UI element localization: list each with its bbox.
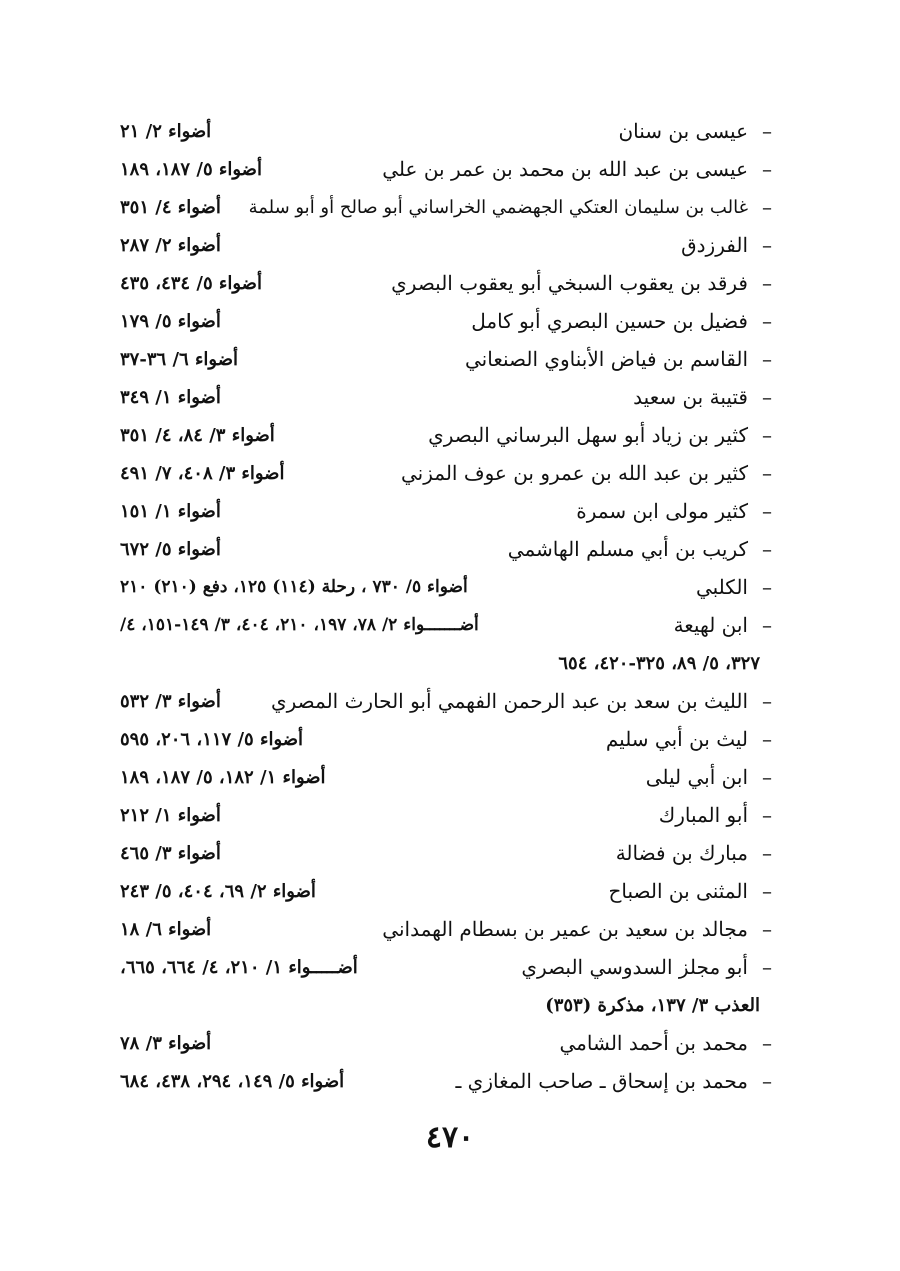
index-entry xyxy=(120,416,780,454)
entry-reference: أضواء ٢/ ٢٨٧ xyxy=(120,234,221,256)
entry-dash: – xyxy=(762,461,772,485)
index-entry xyxy=(120,568,780,606)
entry-reference: أضواء ٣/ ٤٦٥ xyxy=(120,842,221,864)
entry-dash: – xyxy=(762,879,772,903)
entry-dash: – xyxy=(762,917,772,941)
entry-name: مجالد بن سعيد بن عمير بن بسطام الهمداني xyxy=(382,917,748,941)
entry-dash: – xyxy=(762,765,772,789)
entry-name: الليث بن سعد بن عبد الرحمن الفهمي أبو الحارث المصري xyxy=(270,689,748,713)
entry-dash: – xyxy=(762,385,772,409)
entry-dash: – xyxy=(762,955,772,979)
entry-name: محمد بن أحمد الشامي xyxy=(559,1031,748,1055)
entry-name: أبو المبارك xyxy=(658,803,748,827)
entry-dash: – xyxy=(762,271,772,295)
entry-dash: – xyxy=(762,233,772,257)
entry-reference: أضواء ١/ ٣٤٩ xyxy=(120,386,221,408)
index-entry xyxy=(120,948,780,986)
index-entry xyxy=(120,872,780,910)
index-entry xyxy=(120,758,780,796)
entry-name: ابن لهيعة xyxy=(673,613,748,637)
entry-reference: أضواء ٥/ ٦٧٢ xyxy=(120,538,221,560)
entry-name: مبارك بن فضالة xyxy=(615,841,748,865)
entry-name: عيسى بن عبد الله بن محمد بن عمر بن علي xyxy=(382,157,748,181)
entry-dash: – xyxy=(762,1031,772,1055)
entry-reference: أضواء ٦/ ٣٦-٣٧ xyxy=(120,348,239,370)
entry-dash: – xyxy=(762,157,772,181)
index-entry xyxy=(120,682,780,720)
index-entry xyxy=(120,1062,780,1100)
entry-reference: أضواء ٣/ ٥٣٢ xyxy=(120,690,221,712)
entry-name: أبو مجلز السدوسي البصري xyxy=(521,955,748,979)
entry-dash: – xyxy=(762,537,772,561)
entry-reference: أضواء ٥/ ١١٧، ٢٠٦، ٥٩٥ xyxy=(120,728,304,750)
index-entry xyxy=(120,834,780,872)
index-entry xyxy=(120,150,780,188)
entry-name: عيسى بن سنان xyxy=(618,119,748,143)
entry-reference: أضواء ٦/ ١٨ xyxy=(120,918,212,940)
entry-dash: – xyxy=(762,803,772,827)
index-entry xyxy=(120,264,780,302)
entry-name: غالب بن سليمان العتكي الجهضمي الخراساني أبو صالح أو أبو سلمة xyxy=(248,196,748,218)
entry-name: ليث بن أبي سليم xyxy=(605,727,748,751)
entry-reference: أضواء ١/ ٢١٢ xyxy=(120,804,221,826)
entry-name: الكلبي xyxy=(695,575,748,599)
entry-reference: أضواء ٥/ ١٨٧، ١٨٩ xyxy=(120,158,262,180)
entry-name: كثير بن عبد الله بن عمرو بن عوف المزني xyxy=(401,461,748,485)
entry-reference: أضواء ١/ ١٨٢، ٥/ ١٨٧، ١٨٩ xyxy=(120,766,326,788)
entry-reference: أضواء ٥/ ٧٣٠ ، رحلة (١١٤) ١٢٥، دفع (٢١٠) ٢١٠ xyxy=(120,577,468,597)
entry-reference: أضواء ١/ ١٥١ xyxy=(120,500,221,522)
entry-dash: – xyxy=(762,195,772,219)
entry-dash: – xyxy=(762,689,772,713)
index-entry xyxy=(120,910,780,948)
entry-reference: أضواء ٣/ ٤٠٨، ٧/ ٤٩١ xyxy=(120,462,285,484)
entry-name: الفرزدق xyxy=(681,233,748,257)
entry-name: فضيل بن حسين البصري أبو كامل xyxy=(471,309,748,333)
entry-reference: أضواء ٢/ ٦٩، ٤٠٤، ٥/ ٢٤٣ xyxy=(120,880,316,902)
entry-dash: – xyxy=(762,347,772,371)
entry-dash: – xyxy=(762,575,772,599)
entry-reference: أضواء ٣/ ٨٤، ٤/ ٣٥١ xyxy=(120,424,275,446)
entry-reference: أضواء ٥/ ١٤٩، ٢٩٤، ٤٣٨، ٦٨٤ xyxy=(120,1070,345,1092)
entry-dash: – xyxy=(762,841,772,865)
entry-name: فرقد بن يعقوب السبخي أبو يعقوب البصري xyxy=(391,271,748,295)
entry-dash: – xyxy=(762,499,772,523)
entry-reference: أضـــــــواء ٢/ ٧٨، ١٩٧، ٢١٠، ٤٠٤، ٣/ ١٤٩-١٥١، ٤/ xyxy=(120,615,479,635)
entry-dash: – xyxy=(762,1069,772,1093)
entry-reference: أضواء ٤/ ٣٥١ xyxy=(120,196,221,218)
entry-dash: – xyxy=(762,423,772,447)
entry-name: قتيبة بن سعيد xyxy=(633,385,748,409)
index-entry xyxy=(120,340,780,378)
entry-name: كثير بن زياد أبو سهل البرساني البصري xyxy=(428,423,748,447)
index-entry xyxy=(120,188,780,226)
index-entry xyxy=(120,796,780,834)
index-entry xyxy=(120,378,780,416)
entry-reference: أضواء ٥/ ٤٣٤، ٤٣٥ xyxy=(120,272,262,294)
index-entry xyxy=(120,226,780,264)
entry-reference-continuation: العذب ٣/ ١٣٧، مذكرة (٣٥٣) xyxy=(545,994,760,1016)
entry-reference: أضواء ٥/ ١٧٩ xyxy=(120,310,221,332)
entry-name: القاسم بن فياض الأبناوي الصنعاني xyxy=(465,347,748,371)
index-entry xyxy=(120,112,780,150)
entry-dash: – xyxy=(762,119,772,143)
entry-name: كثير مولى ابن سمرة xyxy=(576,499,748,523)
entry-reference: أضواء ٢/ ٢١ xyxy=(120,120,212,142)
entry-name: ابن أبي ليلى xyxy=(645,765,748,789)
entry-dash: – xyxy=(762,727,772,751)
entry-name: كريب بن أبي مسلم الهاشمي xyxy=(507,537,748,561)
entry-name: المثنى بن الصباح xyxy=(608,879,748,903)
index-entry xyxy=(120,454,780,492)
index-entry xyxy=(120,720,780,758)
index-entry xyxy=(120,530,780,568)
index-entry xyxy=(120,606,780,644)
entry-reference-continuation: ٣٢٧، ٥/ ٨٩، ٣٢٥-٤٢٠، ٦٥٤ xyxy=(558,652,760,674)
entry-dash: – xyxy=(762,309,772,333)
index-entry xyxy=(120,302,780,340)
entry-dash: – xyxy=(762,613,772,637)
index-entry xyxy=(120,1024,780,1062)
entry-reference: أضواء ٣/ ٧٨ xyxy=(120,1032,212,1054)
page-number: ٤٧٠ xyxy=(425,1120,475,1155)
entry-reference: أضـــــواء ١/ ٢١٠، ٤/ ٦٦٤، ٦٦٥، xyxy=(120,956,358,978)
entry-name: محمد بن إسحاق ـ صاحب المغازي ـ xyxy=(455,1069,748,1093)
index-entry xyxy=(120,492,780,530)
